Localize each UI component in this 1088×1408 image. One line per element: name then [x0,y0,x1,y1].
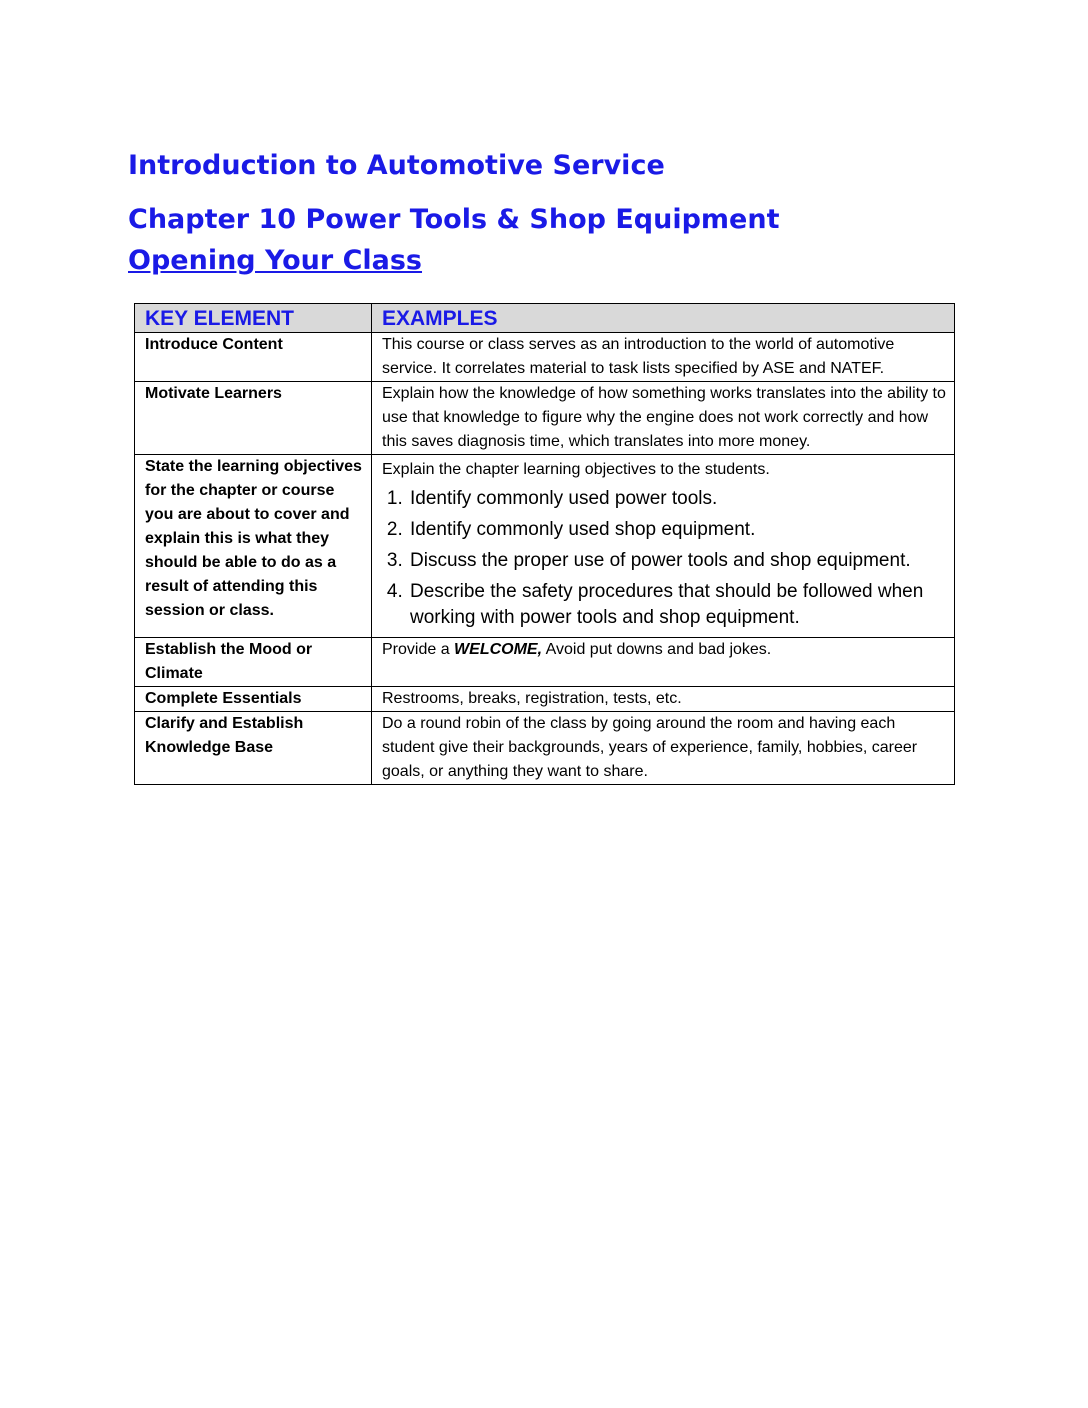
table-header-row [135,304,955,333]
key-element-cell: Complete Essentials [135,687,372,712]
example-cell: Explain how the knowledge of how something works translates into the ability to use that knowledge to figure why the engine does not work correctly and how this saves diagnosis time, which translates into more money. [372,382,955,455]
example-cell [372,638,955,687]
section-title: Opening Your Class [128,245,423,276]
table-row [135,455,955,638]
objectives-list [382,486,946,631]
key-element-cell: Introduce Content [135,333,372,382]
key-element-cell: State the learning objectives for the chapter or course you are about to cover and explain this is what they should be able to do as a result of attending this session or class. [135,455,372,638]
table-row [135,712,955,785]
example-cell: This course or class serves as an introduction to the world of automotive service. It correlates material to task lists specified by ASE and NATEF. [372,333,955,382]
key-element-cell: Motivate Learners [135,382,372,455]
table-row [135,687,955,712]
example-text: Provide a [382,641,455,658]
key-elements-table [134,303,955,785]
key-element-cell: Establish the Mood or Climate [135,638,372,687]
example-cell: Restrooms, breaks, registration, tests, etc. [372,687,955,712]
course-title: Introduction to Automotive Service [128,150,665,181]
objectives-intro: Explain the chapter learning objectives to the students. [382,461,770,478]
objective-item: 4. Describe the safety procedures that should be followed when working with power tools and shop equipment. [408,579,946,631]
header-key-element: KEY ELEMENT [135,304,372,333]
table-row [135,333,955,382]
objective-item: 1. Identify commonly used power tools. [408,486,946,512]
welcome-emphasis: WELCOME, [454,641,543,658]
example-cell [372,455,955,638]
header-examples: EXAMPLES [372,304,955,333]
example-cell: Do a round robin of the class by going around the room and having each student give their backgrounds, years of experience, family, hobbies, career goals, or anything they want to share. [372,712,955,785]
table-row [135,382,955,455]
objective-item: 3. Discuss the proper use of power tools and shop equipment. [408,548,946,574]
chapter-title: Chapter 10 Power Tools & Shop Equipment [128,204,780,235]
key-element-cell: Clarify and Establish Knowledge Base [135,712,372,785]
objective-item: 2. Identify commonly used shop equipment. [408,517,946,543]
example-text: Avoid put downs and bad jokes. [542,641,772,658]
table-row [135,638,955,687]
